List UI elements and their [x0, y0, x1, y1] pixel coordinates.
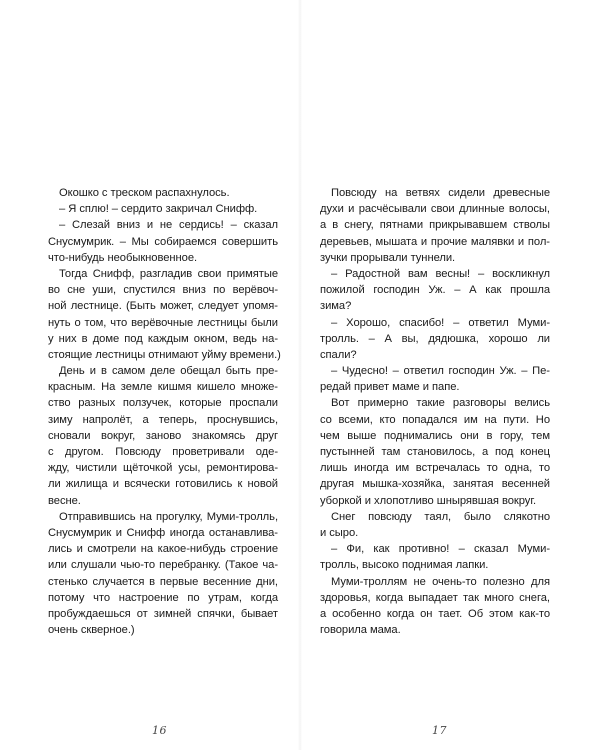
- text-line: Отправившись на прогулку, Муми-тролль,: [59, 510, 278, 523]
- text-line: Тогда Снифф, разгладив свои примятые: [59, 267, 278, 280]
- text-line: Снусмумрик и Снифф иногда останавлива-: [48, 526, 278, 539]
- text-line: жду, чистили щёточкой усы, ремонтирова-: [48, 462, 278, 475]
- text-line: тролль. – А вы, дядюшка, хорошо ли: [320, 332, 550, 345]
- text-line: – Хорошо, спасибо! – ответил Муми-: [331, 316, 550, 329]
- text-line: у них в доме под каждым окном, ведь на-: [48, 332, 278, 345]
- text-line: деревьев, мышата и прочие малявки и пол-: [320, 235, 550, 248]
- text-line: лишь иногда им встречалась то одна, то: [320, 462, 550, 475]
- text-line: зучки прорывали туннели.: [320, 251, 456, 264]
- left-page-number: 16: [152, 724, 167, 737]
- text-line: зиму напролёт, а теперь, проснувшись,: [48, 413, 278, 426]
- text-line: стенько случается в первые весенние дни,: [48, 575, 278, 588]
- text-line: – Фи, как противно! – сказал Муми-: [331, 543, 550, 556]
- text-line: весне.: [48, 494, 81, 507]
- text-line: красным. На земле кишмя кишело множе-: [48, 381, 278, 394]
- text-line: День и в самом деле обещал быть пре-: [59, 365, 278, 378]
- left-page-text: [48, 185, 281, 638]
- text-line: зима?: [320, 300, 352, 313]
- text-line: другая мышка-хозяйка, занятая весенней: [320, 478, 550, 491]
- text-line: – Слезай вниз и не сердись! – сказал: [59, 219, 278, 232]
- right-page-number: 17: [432, 724, 447, 737]
- text-line: со всеми, кто попадался им на пути. Но: [320, 413, 550, 426]
- text-line: – Радостной вам весны! – воскликнул: [331, 267, 550, 280]
- text-line: пробуждаешься от зимней спячки, бывает: [48, 607, 278, 620]
- text-line: духи и расчёсывали свои длинные волосы,: [320, 203, 550, 216]
- right-page-text: [320, 185, 550, 638]
- text-line: очень скверное.): [48, 624, 135, 637]
- text-line: лись и смотрели на какое-нибудь строение: [48, 543, 278, 556]
- text-line: здоровья, когда выпадает так много снега,: [320, 591, 550, 604]
- text-line: пустынней там становилось, а под конец: [320, 446, 550, 458]
- text-line: или слушали чью-то перебранку. (Такое ча-: [48, 559, 278, 572]
- text-line: что-нибудь необыкновенное.: [48, 251, 198, 264]
- book-gutter: [298, 0, 302, 750]
- text-line: а в снегу, пятнами прикрывавшем стволы: [320, 219, 550, 232]
- text-line: сновали вокруг, заново знакомясь друг: [48, 429, 278, 442]
- text-line: с другом. Повсюду проветривали оде-: [48, 446, 278, 458]
- text-line: ство разных ползучек, которые проспали: [48, 397, 278, 410]
- text-line: Снег повсюду таял, было слякотно: [331, 510, 550, 523]
- text-line: ли жилища и всячески готовились к новой: [48, 478, 278, 491]
- text-line: пожилой господин Уж. – А как прошла: [320, 284, 550, 297]
- text-line: Окошко с треском распахнулось.: [59, 187, 230, 199]
- text-line: ной лестнице. (Быть может, следует упомя-: [48, 300, 278, 313]
- text-line: во сне уши, спустился вниз по верёвоч-: [48, 284, 278, 297]
- text-line: Повсюду на ветвях сидели древесные: [331, 187, 550, 199]
- text-line: Муми-троллям не очень-то полезно для: [331, 575, 550, 588]
- text-line: тролль, высоко поднимая лапки.: [320, 559, 489, 572]
- text-line: стоящие лестницы отнимают уйму времени.): [48, 348, 281, 361]
- text-line: нуть о том, что верёвочные лестницы были: [48, 316, 278, 329]
- text-line: редай привет маме и папе.: [320, 381, 460, 394]
- text-line: говорила мама.: [320, 624, 401, 637]
- text-line: а особенно когда он тает. Об этом как-то: [320, 607, 550, 620]
- text-line: – Я сплю! – сердито закричал Снифф.: [59, 203, 258, 216]
- text-line: Снусмумрик. – Мы собираемся совершить: [48, 235, 278, 248]
- text-line: – Чудесно! – ответил господин Уж. – Пе-: [331, 365, 550, 378]
- text-line: чем выше поднимались они в гору, тем: [320, 429, 550, 442]
- text-line: спали?: [320, 348, 357, 361]
- text-line: Вот примерно такие разговоры велись: [331, 397, 550, 410]
- text-line: и сыро.: [320, 526, 359, 539]
- text-line: уборкой и хлопотливо шнырявшая вокруг.: [320, 494, 537, 507]
- text-line: потому что настроение по утрам, когда: [48, 591, 278, 604]
